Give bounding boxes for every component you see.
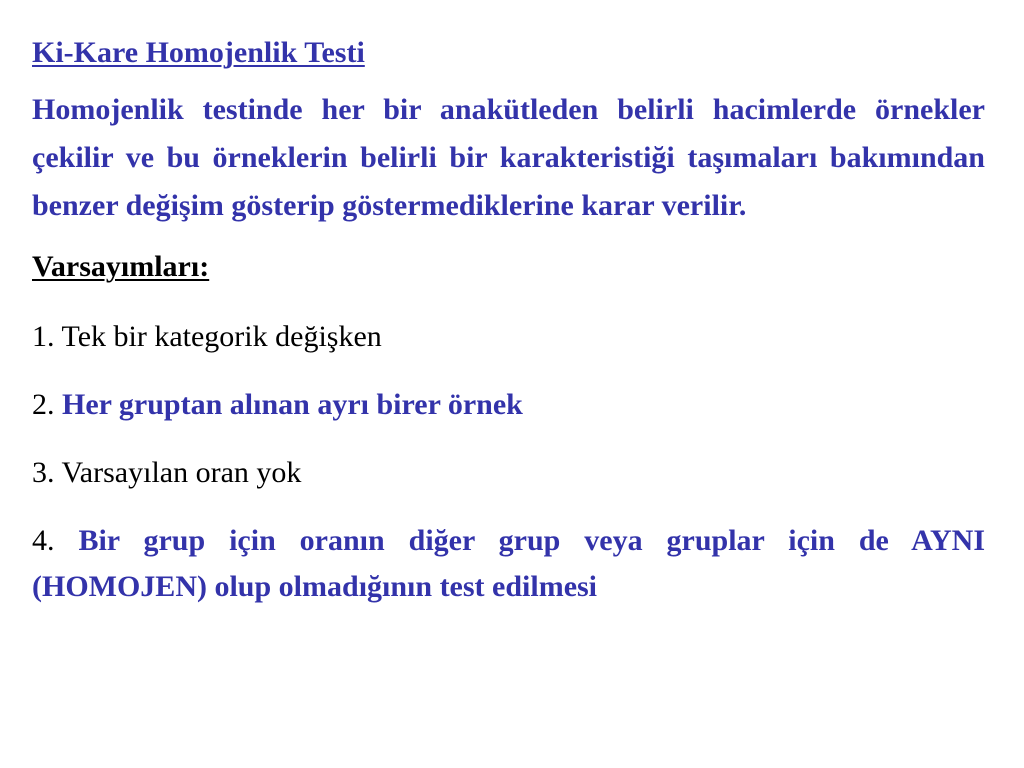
- assumption-item-3: [32, 450, 985, 496]
- item-number: 2.: [32, 388, 55, 421]
- item-text-highlighted: Bir grup için oranın diğer grup veya gruplar için de AYNI (HOMOJEN) olup olmadığının test edilmesi: [32, 524, 986, 603]
- assumption-item-4: [32, 518, 985, 610]
- item-number: 4.: [32, 524, 55, 557]
- assumptions-heading: Varsayımları:: [32, 250, 210, 283]
- assumption-item-1: [32, 314, 985, 360]
- item-number: 1.: [32, 320, 55, 353]
- item-text: Varsayılan oran yok: [61, 456, 302, 489]
- intro-paragraph: Homojenlik testinde her bir anakütleden belirli hacimlerde örnekler çekilir ve bu örneklerin belirli bir karakteristiği taşımaları bakımından benzer değişim gösterip göstermediklerine karar verilir.: [32, 93, 985, 222]
- slide-title: Ki-Kare Homojenlik Testi: [32, 36, 365, 69]
- item-text-highlighted: Her gruptan alınan ayrı birer örnek: [62, 388, 523, 421]
- assumption-item-2: [32, 382, 985, 428]
- item-text: Tek bir kategorik değişken: [61, 320, 382, 353]
- item-number: 3.: [32, 456, 55, 489]
- slide-content: [32, 30, 985, 610]
